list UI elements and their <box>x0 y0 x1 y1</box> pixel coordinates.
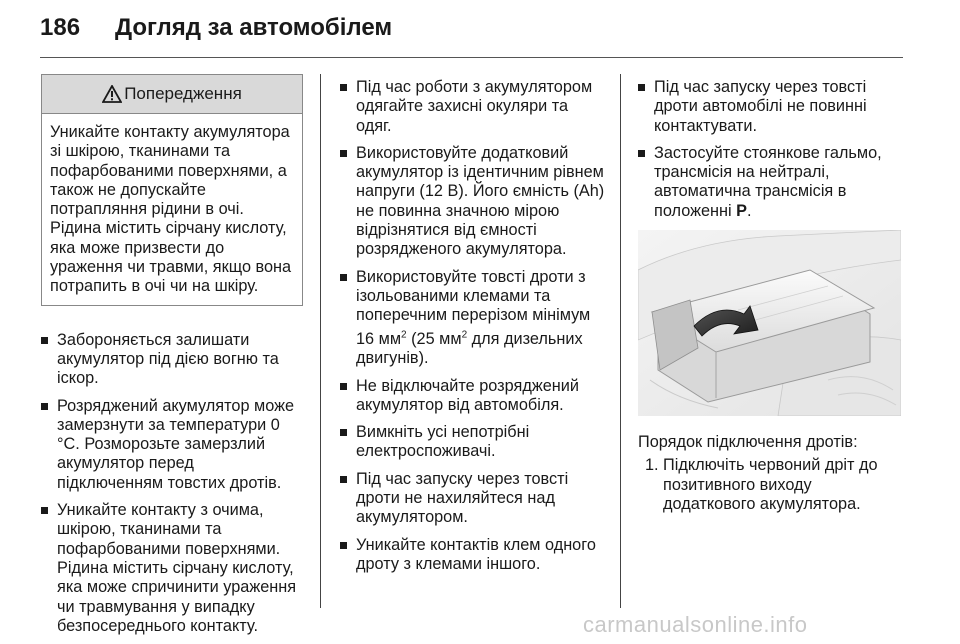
list-item-text: Використовуйте товсті дроти з ізольованими клемами та поперечним перерізом мінімум 16 $мм^2$ (25 $мм^2$ для дизельних двигунів). <box>356 267 591 368</box>
list-item-text: Використовуйте додатковий акумулятор із ідентичним рівнем напруги (12 В). Його ємність (Ah) не повинна значною мірою відрізнятися від ємності розрядженого акумулятора. <box>356 143 605 259</box>
bullet-icon <box>340 274 347 281</box>
list-item <box>638 78 904 136</box>
list-item <box>638 456 904 514</box>
list-item-text: Під час запуску через товсті дроти не нахиляйтеся над акумулятором. <box>356 469 569 527</box>
bullet-icon <box>340 542 347 549</box>
warning-header <box>42 75 302 114</box>
page-header <box>40 14 920 48</box>
bullet-list <box>41 331 303 636</box>
watermark: carmanualsonline.info <box>583 612 808 637</box>
bullet-icon <box>340 429 347 436</box>
bullet-icon <box>340 150 347 157</box>
list-item-text: Під час роботи з акумулятором одягайте захисні окуляри та одяг. <box>356 78 593 135</box>
bullet-icon <box>340 476 347 483</box>
bullet-icon <box>41 507 48 514</box>
connection-heading: Порядок підключення дротів: <box>638 433 858 452</box>
column-2 <box>340 78 608 582</box>
list-item <box>340 78 608 136</box>
list-item <box>340 423 608 462</box>
list-item <box>638 144 904 221</box>
column-divider <box>620 74 621 608</box>
list-item-text: Під час запуску через товсті дроти автомобілі не повинні контактувати. <box>654 78 867 135</box>
bullet-icon <box>638 150 645 157</box>
list-item <box>340 268 608 369</box>
step-number: 1. <box>645 456 659 475</box>
page-number: 186 <box>40 14 81 41</box>
column-1 <box>41 78 303 644</box>
bullet-list <box>340 78 608 574</box>
bullet-list <box>638 78 904 221</box>
list-item <box>340 470 608 528</box>
warning-box <box>41 74 303 306</box>
warning-title: Попередження <box>124 84 242 104</box>
header-rule <box>40 57 903 58</box>
list-item <box>340 536 608 575</box>
warning-triangle-icon <box>102 85 122 103</box>
step-text: Підключіть червоний дріт до позитивного виходу додаткового акумулятора. <box>663 456 878 513</box>
list-item-text: Вимкніть усі непотрібні електроспоживачі. <box>356 423 530 461</box>
list-item-text: Застосуйте стоянкове гальмо, трансмісія на нейтралі, автоматична трансмісія в положенні P. <box>654 143 882 220</box>
list-item <box>41 397 303 493</box>
column-divider <box>320 74 321 608</box>
list-item <box>41 501 303 636</box>
list-item-text: Забороняється залишати акумулятор під дією вогню та іскор. <box>57 330 279 388</box>
bullet-icon <box>41 403 48 410</box>
bullet-icon <box>340 383 347 390</box>
list-item <box>340 144 608 260</box>
list-item-text: Уникайте контакту з очима, шкірою, тканинами та пофарбованими поверхнями. Рідина містить сірчану кислоту, яка може спричинити ураження чи травмування у випадку безпосереднього контакту. <box>57 501 297 635</box>
warning-text: Уникайте контакту акумулятора зі шкірою, тканинами та пофарбованими поверхнями, а також не допускайте потрапляння рідини в очі. Рідина містить сірчану кислоту, яка може призвести до ураження чи травми, якщо вона потрапить в очі чи на шкіру. <box>50 123 292 296</box>
list-item-text: Уникайте контактів клем одного дроту з клемами іншого. <box>356 535 596 573</box>
engine-bay-image <box>638 230 901 416</box>
bullet-icon <box>638 84 645 91</box>
list-item-text: Не відключайте розряджений акумулятор від автомобіля. <box>356 376 579 414</box>
list-item-text: Розряджений акумулятор може замерзнути за температури 0 °C. Розморозьте замерзлий акумулятор перед підключенням товстих дротів. <box>57 396 295 492</box>
list-item <box>41 331 303 389</box>
bullet-icon <box>340 84 347 91</box>
column-3 <box>638 78 904 514</box>
chapter-title: Догляд за автомобілем <box>115 14 393 41</box>
list-item <box>340 377 608 416</box>
bullet-icon <box>41 337 48 344</box>
numbered-list <box>638 456 904 514</box>
battery-illustration <box>638 230 901 416</box>
